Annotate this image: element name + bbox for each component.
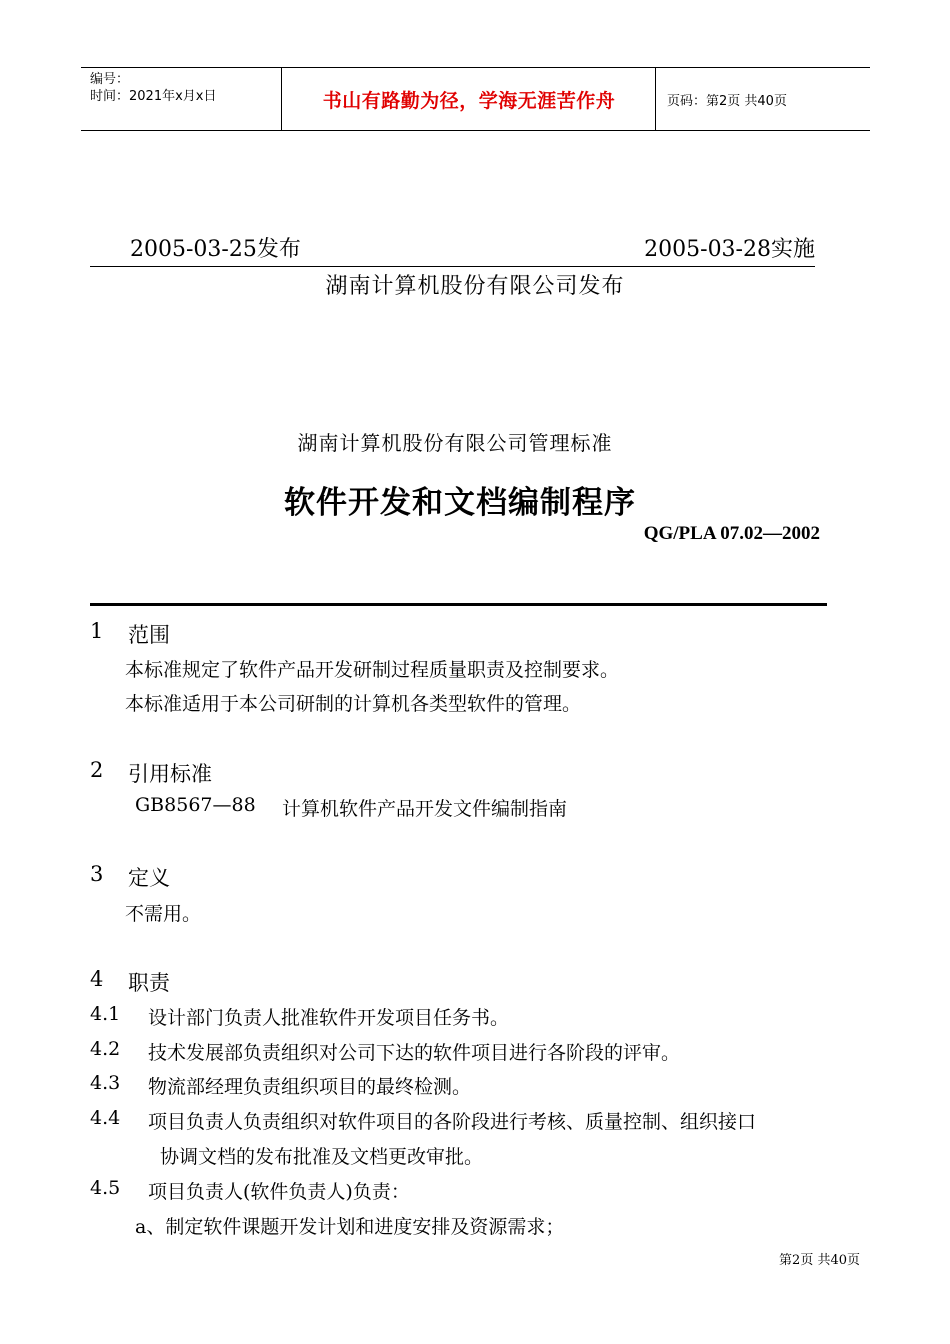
section-number: 2 bbox=[90, 758, 104, 782]
item-text: 项目负责人(软件负责人)负责： bbox=[148, 1181, 410, 1203]
section-number: 4 bbox=[90, 967, 104, 991]
paragraph: 本标准适用于本公司研制的计算机各类型软件的管理。 bbox=[125, 693, 582, 715]
section-title: 引用标准 bbox=[128, 762, 212, 786]
item-number: 4.5 bbox=[90, 1177, 121, 1199]
standard-name: 湖南计算机股份有限公司管理标准 bbox=[297, 431, 613, 455]
item-number: 4.2 bbox=[90, 1038, 121, 1060]
document-title: 软件开发和文档编制程序 bbox=[284, 485, 636, 521]
header-motto: 书山有路勤为径，学海无涯苦作舟 bbox=[322, 90, 616, 112]
section-number: 3 bbox=[90, 862, 104, 886]
item-text: 技术发展部负责组织对公司下达的软件项目进行各阶段的评审。 bbox=[148, 1042, 681, 1064]
item-text: 项目负责人负责组织对软件项目的各阶段进行考核、质量控制、组织接口 bbox=[148, 1111, 757, 1133]
section-title: 定义 bbox=[128, 866, 170, 890]
paragraph: 不需用。 bbox=[125, 903, 202, 925]
item-text: 设计部门负责人批准软件开发项目任务书。 bbox=[148, 1007, 510, 1029]
page-footer: 第2页 共40页 bbox=[779, 1253, 860, 1268]
header-meta bbox=[90, 71, 216, 105]
header-time: 时间：2021年x月x日 bbox=[90, 89, 217, 104]
publish-date: 2005-03-25发布 bbox=[130, 237, 301, 262]
effective-date: 2005-03-28实施 bbox=[644, 237, 815, 262]
reference-title: 计算机软件产品开发文件编制指南 bbox=[282, 798, 568, 820]
item-number: 4.3 bbox=[90, 1072, 121, 1094]
header-divider bbox=[655, 68, 656, 130]
section-title: 范围 bbox=[128, 623, 170, 647]
publisher: 湖南计算机股份有限公司发布 bbox=[325, 274, 625, 299]
document-code: QG/PLA 07.02—2002 bbox=[643, 523, 820, 544]
sub-item-text: a、制定软件课题开发计划和进度安排及资源需求； bbox=[135, 1216, 565, 1238]
paragraph: 本标准规定了软件产品开发研制过程质量职责及控制要求。 bbox=[125, 659, 620, 681]
section-title: 职责 bbox=[128, 971, 170, 995]
header-divider bbox=[281, 68, 282, 130]
item-number: 4.1 bbox=[90, 1003, 121, 1025]
document-header bbox=[81, 67, 870, 131]
item-number: 4.4 bbox=[90, 1107, 121, 1129]
header-number: 编号： bbox=[90, 72, 130, 87]
section-number: 1 bbox=[90, 619, 104, 643]
title-rule bbox=[90, 603, 827, 606]
header-page: 页码：第2页 共40页 bbox=[667, 94, 787, 109]
date-line bbox=[90, 232, 815, 267]
item-text-continued: 协调文档的发布批准及文档更改审批。 bbox=[160, 1146, 484, 1168]
reference-code: GB8567—88 bbox=[135, 794, 256, 816]
item-text: 物流部经理负责组织项目的最终检测。 bbox=[148, 1076, 472, 1098]
